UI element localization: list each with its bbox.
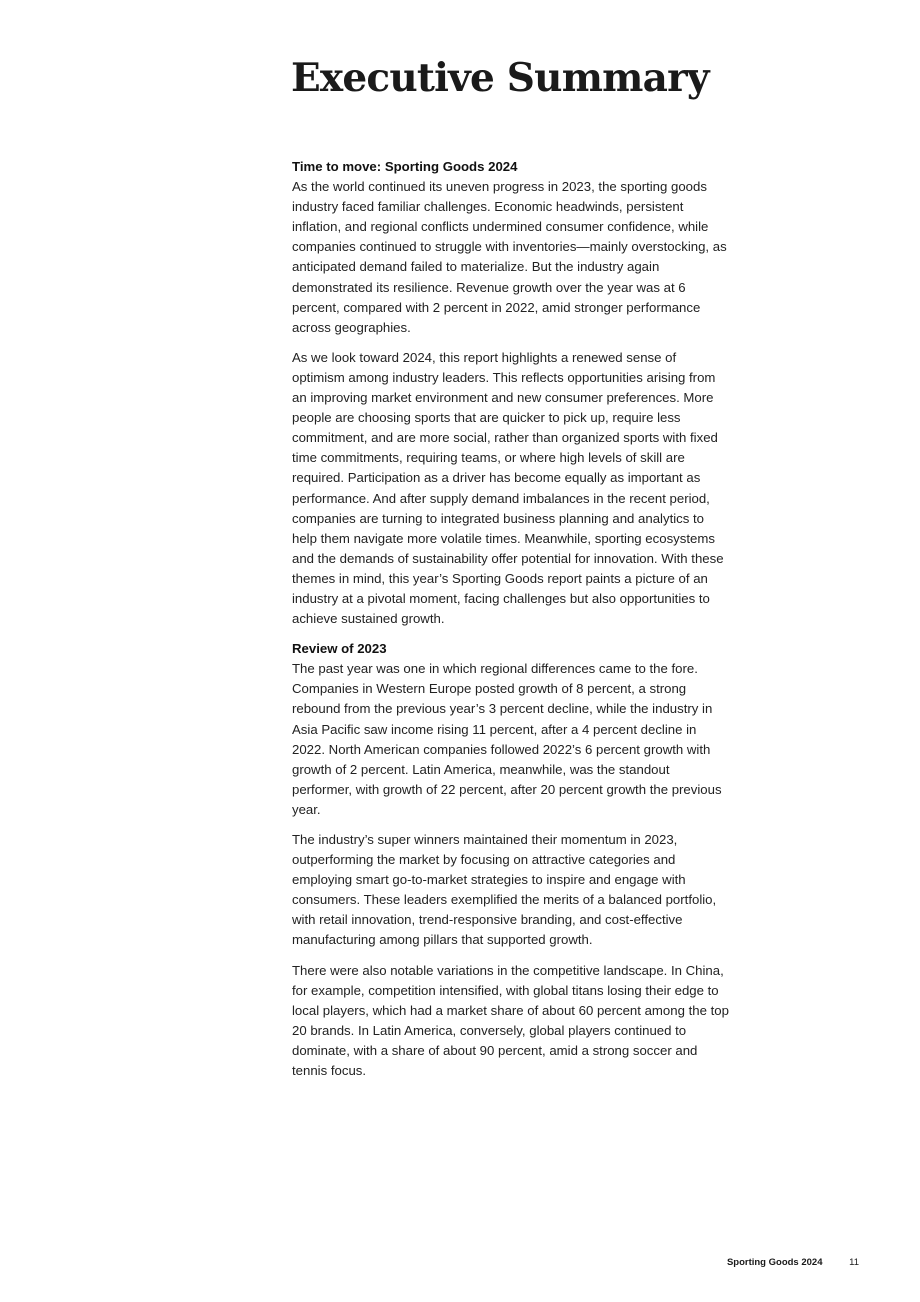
section-review-2023 (292, 639, 732, 1081)
paragraph: As the world continued its uneven progress in 2023, the sporting goods industry faced familiar challenges. Economic headwinds, persistent inflation, and regional conflicts undermined consumer confidence, while companies continued to struggle with inventories—mainly overstocking, as anticipated demand failed to materialize. But the industry again demonstrated its resilience. Revenue growth over the year was at 6 percent, compared with 2 percent in 2022, amid stronger performance across geographies. (292, 179, 727, 335)
footer-report-title: Sporting Goods 2024 (726, 1257, 823, 1268)
paragraph: There were also notable variations in the competitive landscape. In China, for example, competition intensified, with global titans losing their edge to local players, which had a market share of about 60 percent among the top 20 brands. In Latin America, conversely, global players continued to dominate, with a share of about 90 percent, amid a strong soccer and tennis focus. (292, 962, 729, 1079)
paragraph: The industry’s super winners maintained their momentum in 2023, outperforming the market by focusing on attractive categories and employing smart go-to-market strategies to inspire and engage with consumers. These leaders exemplified the merits of a balanced portfolio, with retail innovation, trend-responsive branding, and cost-effective manufacturing among pillars that supported growth. (292, 832, 717, 948)
page-title: Executive Summary (291, 55, 709, 101)
footer-page-number: 11 (849, 1257, 859, 1268)
body-column (292, 157, 732, 1091)
paragraph: The past year was one in which regional differences came to the fore. Companies in Western Europe posted growth of 8 percent, a strong rebound from the previous year’s 3 percent decline, while the industry in Asia Pacific saw income rising 11 percent, after a 4 percent decline in 2022. North American companies followed 2022’s 6 percent growth with growth of 2 percent. Latin America, meanwhile, was the standout performer, with growth of 22 percent, after 20 percent growth the previous year. (292, 661, 722, 817)
page-footer (727, 1257, 859, 1269)
section-heading: Review of 2023 (292, 641, 387, 657)
paragraph: As we look toward 2024, this report highlights a renewed sense of optimism among industry leaders. This reflects opportunities arising from an improving market environment and new consumer preferences. More people are choosing sports that are quicker to pick up, require less commitment, and are more social, rather than organized sports with fixed time commitments, requiring teams, or where high levels of skill are required. Participation as a driver has become equally as important as performance. And after supply demand imbalances in the recent period, companies are turning to integrated business planning and analytics to help them navigate more volatile times. Meanwhile, sporting ecosystems and the demands of sustainability offer potential for innovation. With these themes in mind, this year’s Sporting Goods report paints a picture of an industry at a pivotal moment, facing challenges but also opportunities to achieve sustained growth. (292, 349, 724, 627)
section-time-to-move (292, 157, 732, 629)
section-heading: Time to move: Sporting Goods 2024 (292, 159, 518, 174)
